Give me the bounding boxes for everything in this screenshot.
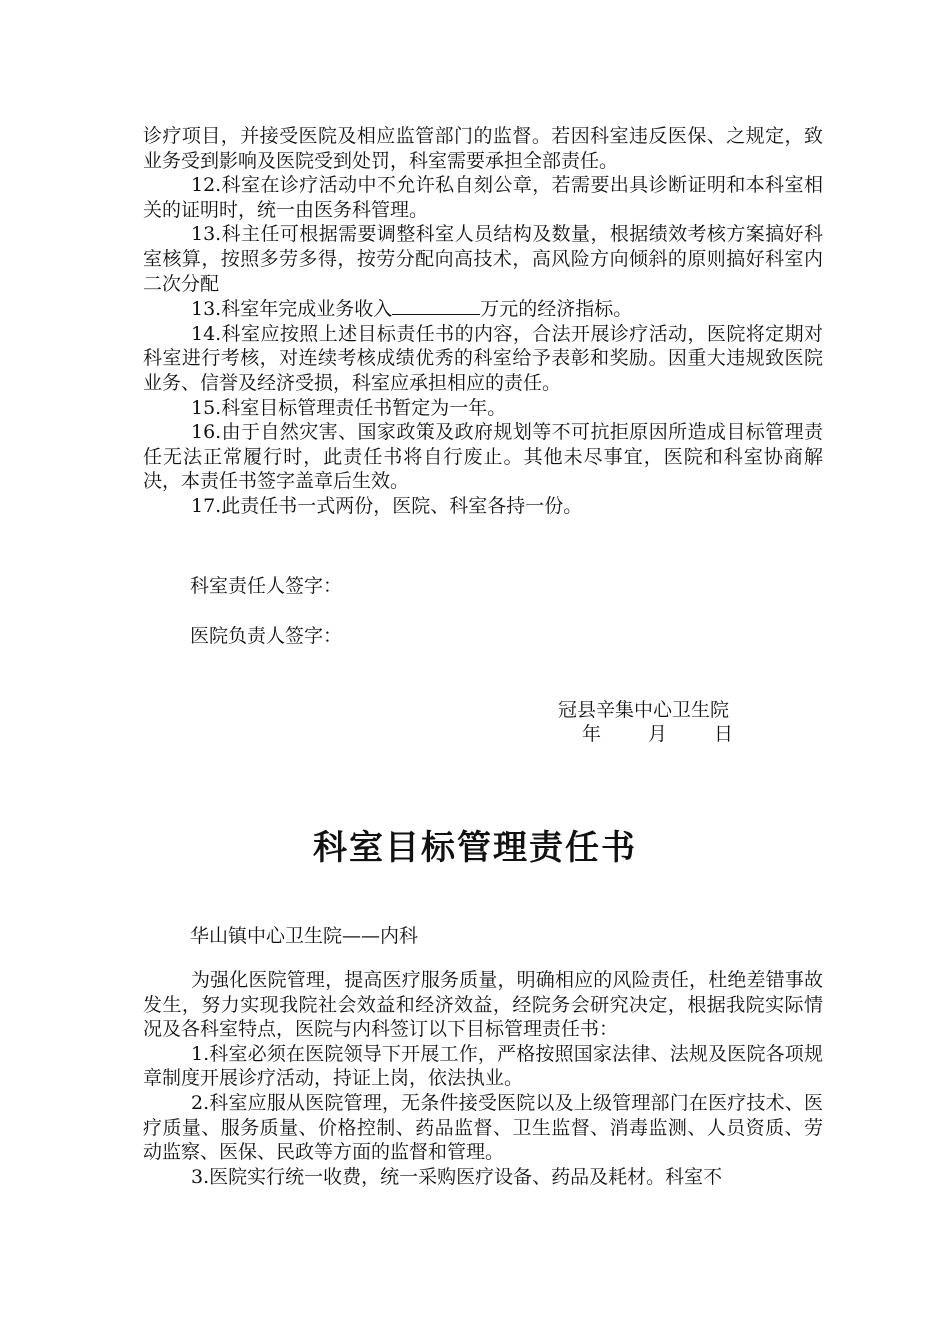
issuing-organization: 冠县辛集中心卫生院 bbox=[558, 699, 730, 721]
department-line: 华山镇中心卫生院——内科 bbox=[190, 925, 419, 947]
continued-clauses bbox=[143, 124, 823, 519]
hospital-signature-label: 医院负责人签字： bbox=[190, 625, 343, 647]
income-prefix: 13.科室年完成业务收入 bbox=[191, 298, 393, 321]
document-title: 科室目标管理责任书 bbox=[313, 828, 637, 868]
preamble: 为强化医院管理，提高医疗服务质量，明确相应的风险责任，杜绝差错事故发生，努力实现我院社会效益和经济效益，经院务会研究决定，根据我院实际情况及各科室特点，医院与内科签订以下目标管理责任书： bbox=[143, 969, 823, 1041]
second-document-body bbox=[143, 968, 823, 1189]
clause-12: 12.科室在诊疗活动中不允许私自刻公章，若需要出具诊断证明和本科室相关的证明时，统一由医务科管理。 bbox=[143, 174, 823, 221]
date-month: 月 bbox=[648, 723, 668, 745]
income-blank-field bbox=[392, 296, 480, 315]
clause-3: 3.医院实行统一收费，统一采购医疗设备、药品及耗材。科室不 bbox=[191, 1165, 723, 1188]
clause-2: 2.科室应服从医院管理，无条件接受医院以及上级管理部门在医疗技术、医疗质量、服务质量、价格控制、药品监督、卫生监督、消毒监测、人员资质、劳动监察、医保、民政等方面的监督和管理。 bbox=[143, 1091, 823, 1164]
clause-15: 15.科室目标管理责任书暂定为一年。 bbox=[191, 396, 507, 419]
income-suffix: 万元的经济指标。 bbox=[480, 298, 633, 321]
clause-13-income bbox=[143, 296, 823, 322]
department-signature-label: 科室责任人签字： bbox=[190, 575, 343, 597]
clause-11-continuation: 诊疗项目，并接受医院及相应监管部门的监督。若因科室违反医保、之规定，致业务受到影响及医院受到处罚，科室需要承担全部责任。 bbox=[143, 125, 823, 172]
clause-14: 14.科室应按照上述目标责任书的内容，合法开展诊疗活动，医院将定期对科室进行考核，对连续考核成绩优秀的科室给予表彰和奖励。因重大违规致医院业务、信誉及经济受损，科室应承担相应的责任。 bbox=[143, 322, 823, 394]
date-year: 年 bbox=[582, 723, 602, 745]
date-day: 日 bbox=[714, 723, 734, 745]
clause-1: 1.科室必须在医院领导下开展工作，严格按照国家法律、法规及医院各项规章制度开展诊疗活动，持证上岗，依法执业。 bbox=[143, 1042, 823, 1090]
clause-17: 17.此责任书一式两份，医院、科室各持一份。 bbox=[191, 494, 583, 517]
clause-13-distribution: 13.科主任可根据需要调整科室人员结构及数量，根据绩效考核方案搞好科室核算，按照多劳多得，按劳分配向高技术，高风险方向倾斜的原则搞好科室内二次分配 bbox=[143, 223, 823, 295]
date-line bbox=[582, 722, 780, 746]
clause-16: 16.由于自然灾害、国家政策及政府规划等不可抗拒原因所造成目标管理责任无法正常履行时，此责任书将自行废止。其他未尽事宜，医院和科室协商解决，本责任书签字盖章后生效。 bbox=[143, 421, 823, 493]
